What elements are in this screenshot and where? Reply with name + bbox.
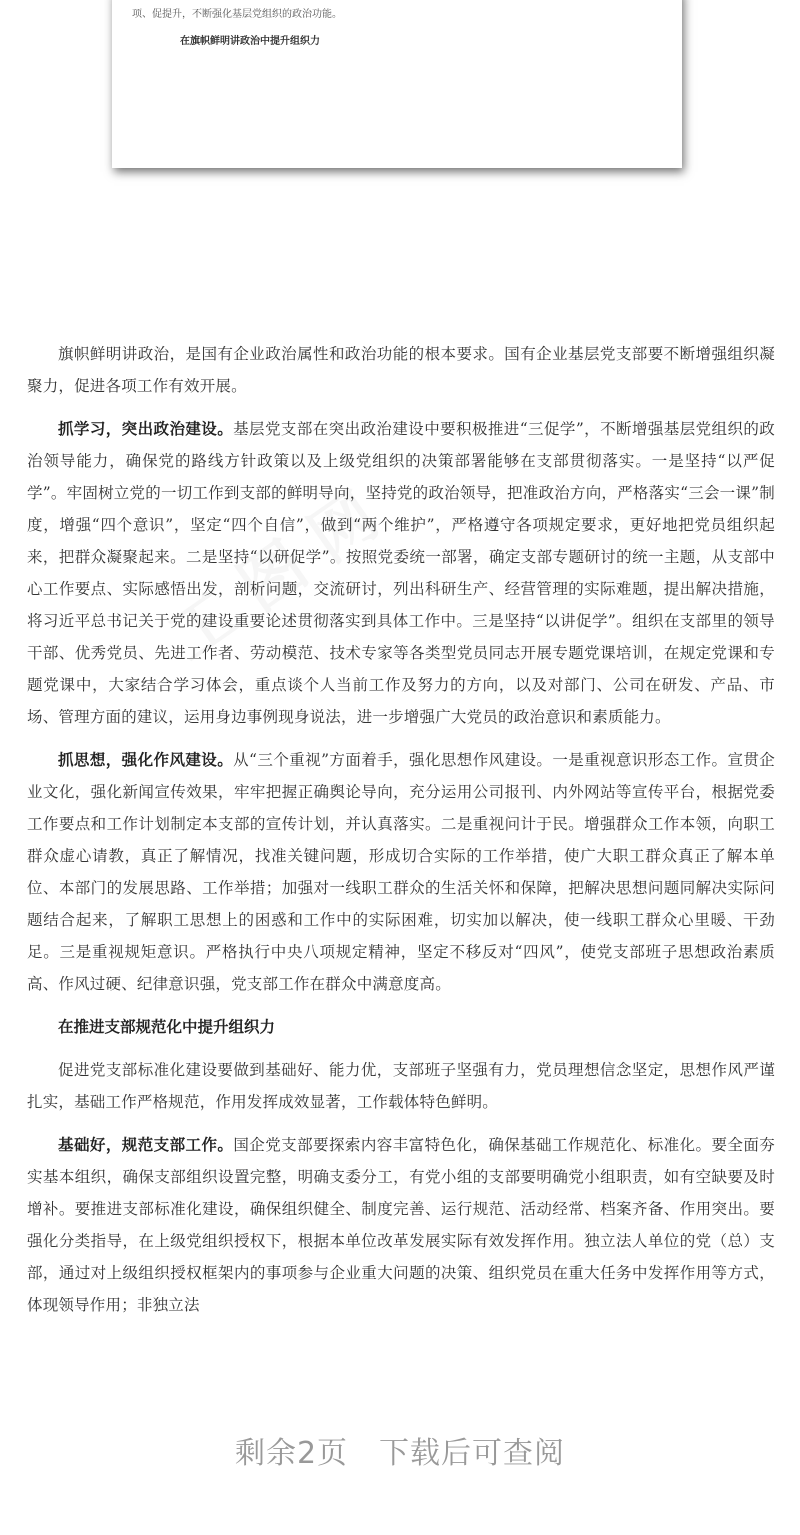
paragraph-foundation <box>27 1129 775 1321</box>
paragraph-foundation-lead: 基础好，规范支部工作。 <box>58 1135 234 1154</box>
download-to-view-text: 下载后可查阅 <box>379 1436 566 1471</box>
preview-heading: 在旗帜鲜明讲政治中提升组织力 <box>180 36 320 47</box>
paragraph-study <box>27 413 775 733</box>
paragraph-standardization: 促进党支部标准化建设要做到基础好、能力优，支部班子坚强有力，党员理想信念坚定，思想作风严谨扎实，基础工作严格规范，作用发挥成效显著，工作载体特色鲜明。 <box>27 1061 775 1111</box>
intro-paragraph: 旗帜鲜明讲政治，是国有企业政治属性和政治功能的根本要求。国有企业基层党支部要不断增强组织凝聚力，促进各项工作有效开展。 <box>27 345 775 395</box>
paragraph-thought-body: 从“三个重视”方面着手，强化思想作风建设。一是重视意识形态工作。宣贯企业文化，强化新闻宣传效果，牢牢把握正确舆论导向，充分运用公司报刊、内外网站等宣传平台，根据党委工作要点和工作计划制定本支部的宣传计划，并认真落实。二是重视问计于民。增强群众工作本领，向职工群众虚心请教，真正了解情况，找准关键问题，形成切合实际的工作举措，使广大职工群众真正了解本单位、本部门的发展思路、工作举措；加强对一线职工群众的生活关怀和保障，把解决思想问题同解决实际问题结合起来，了解职工思想上的困惑和工作中的实际困难，切实加以解决，使一线职工群众心里暖、干劲足。三是重视规矩意识。严格执行中央八项规定精神，坚定不移反对“四风”，使党支部班子思想政治素质高、作风过硬、纪律意识强，党支部工作在群众中满意度高。 <box>27 751 775 993</box>
section-heading: 在推进支部规范化中提升组织力 <box>58 1017 276 1036</box>
preview-text-line: 项、促提升，不断强化基层党组织的政治功能。 <box>132 9 342 20</box>
preview-page-card <box>112 0 682 168</box>
paragraph-foundation-body: 国企党支部要探索内容丰富特色化，确保基础工作规范化、标准化。要全面夯实基本组织，确保支部组织设置完整，明确支委分工，有党小组的支部要明确党小组职责，如有空缺要及时增补。要推进支部标准化建设，确保组织健全、制度完善、运行规范、活动经常、档案齐备、作用突出。要强化分类指导，在上级党组织授权下，根据本单位改革发展实际有效发挥作用。独立法人单位的党（总）支部，通过对上级组织授权框架内的事项参与企业重大问题的决策、组织党员在重大任务中发挥作用等方式，体现领导作用；非独立法 <box>27 1136 775 1314</box>
remaining-pages-text: 剩余2页 <box>234 1436 349 1471</box>
paragraph-thought <box>27 744 775 1000</box>
download-banner[interactable] <box>0 1432 800 1476</box>
paragraph-study-body: 基层党支部在突出政治建设中要积极推进“三促学”，不断增强基层党组织的政治领导能力，确保党的路线方针政策以及上级党组织的决策部署能够在支部贯彻落实。一是坚持“以严促学”。牢固树立党的一切工作到支部的鲜明导向，坚持党的政治领导，把准政治方向，严格落实“三会一课”制度，增强“四个意识”，坚定“四个自信”，做到“两个维护”，严格遵守各项规定要求，更好地把党员组织起来，把群众凝聚起来。二是坚持“以研促学”。按照党委统一部署，确定支部专题研讨的统一主题，从支部中心工作要点、实际感悟出发，剖析问题，交流研讨，列出科研生产、经营管理的实际难题，提出解决措施，将习近平总书记关于党的建设重要论述贯彻落实到具体工作中。三是坚持“以讲促学”。组织在支部里的领导干部、优秀党员、先进工作者、劳动模范、技术专家等各类型党员同志开展专题党课培训，在规定党课和专题党课中，大家结合学习体会，重点谈个人当前工作及努力的方向，以及对部门、公司在研发、产品、市场、管理方面的建议，运用身边事例现身说法，进一步增强广大党员的政治意识和素质能力。 <box>27 420 775 726</box>
article-body <box>27 338 775 1332</box>
paragraph-thought-lead: 抓思想，强化作风建设。 <box>58 750 234 769</box>
paragraph-study-lead: 抓学习，突出政治建设。 <box>58 419 234 438</box>
